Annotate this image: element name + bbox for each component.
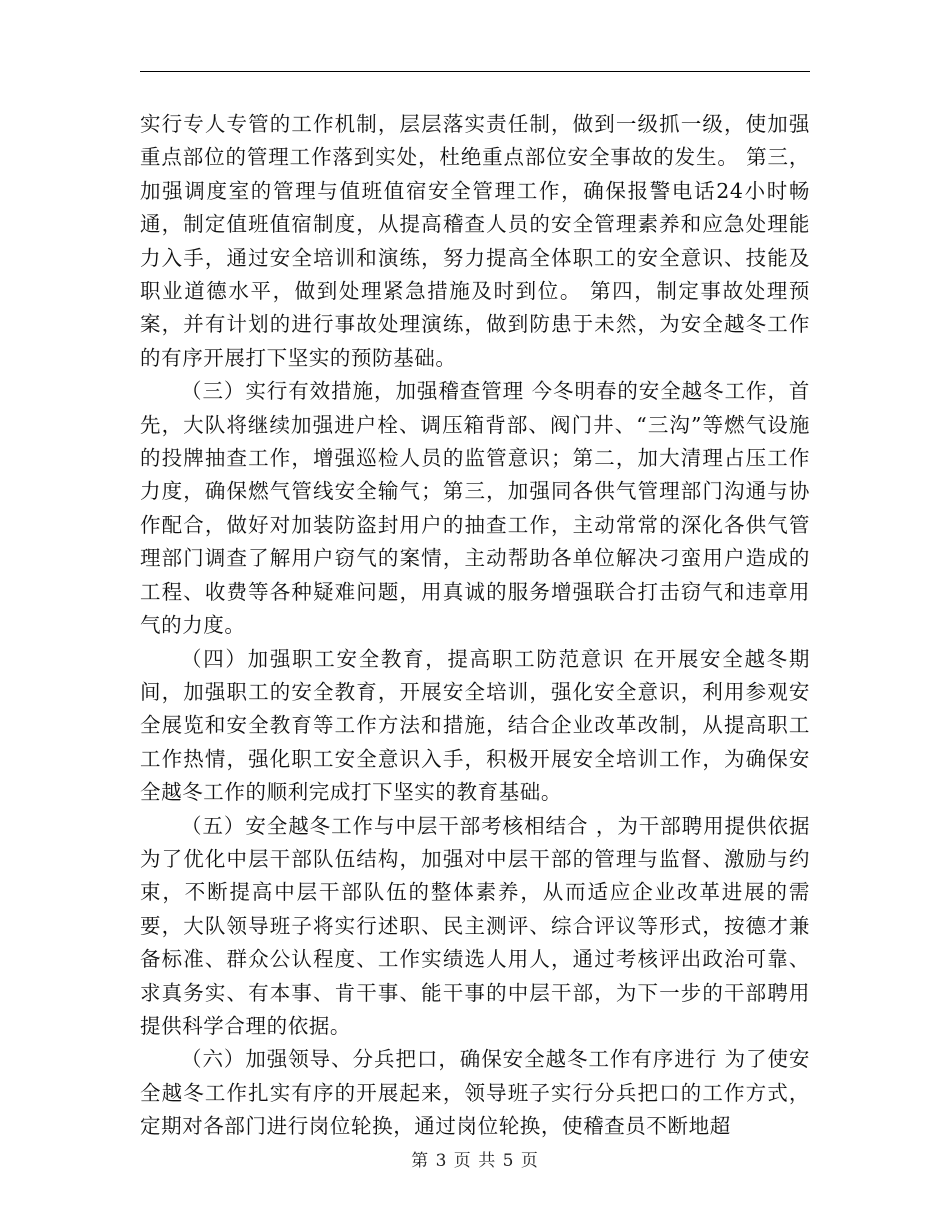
paragraph-section-5: （五）安全越冬工作与中层干部考核相结合 ，为干部聘用提供依据 为了优化中层干部队伍结构，加强对中层干部的管理与监督、激励与约束，不断提高中层干部队伍的整体素养，从而适应企业改革进展的需要，大队领导班子将实行述职、民主测评、综合评议等形式，按德才兼备标准、群众公认程度、工作实绩选人用人，通过考核评出政治可靠、求真务实、有本事、肯干事、能干事的中层干部，为下一步的干部聘用提供科学合理的依据。 (140, 813, 810, 1038)
paragraph-section-4: （四）加强职工安全教育，提高职工防范意识 在开展安全越冬期间，加强职工的安全教育，开展安全培训，强化安全意识，利用参观安全展览和安全教育等工作方法和措施，结合企业改革改制，从提高职工工作热情，强化职工安全意识入手，积极开展安全培训工作，为确保安全越冬工作的顺利完成打下坚实的教育基础。 (140, 646, 810, 805)
header-rule (140, 71, 810, 72)
paragraph-section-3: （三）实行有效措施，加强稽查管理 今冬明春的安全越冬工作，首先，大队将继续加强进户栓、调压箱背部、阀门井、“三沟”等燃气设施的投牌抽查工作，增强巡检人员的监管意识；第二，加大清理占压工作力度，确保燃气管线安全输气；第三，加强同各供气管理部门沟通与协作配合，做好对加装防盗封用户的抽查工作，主动常常的深化各供气管理部门调查了解用户窃气的案情，主动帮助各单位解决刁蛮用户造成的工程、收费等各种疑难问题，用真诚的服务增强联合打击窃气和违章用气的力度。 (140, 379, 810, 638)
paragraph-continuation: 实行专人专管的工作机制，层层落实责任制，做到一级抓一级，使加强重点部位的管理工作落到实处，杜绝重点部位安全事故的发生。 第三，加强调度室的管理与值班值宿安全管理工作，确保报警电话24小时畅通，制定值班值宿制度，从提高稽查人员的安全管理素养和应急处理能力入手，通过安全培训和演练，努力提高全体职工的安全意识、技能及职业道德水平，做到处理紧急措施及时到位。 第四，制定事故处理预案，并有计划的进行事故处理演练，做到防患于未然，为安全越冬工作的有序开展打下坚实的预防基础。 (140, 112, 810, 370)
paragraph-section-6: （六）加强领导、分兵把口，确保安全越冬工作有序进行 为了使安全越冬工作扎实有序的开展起来，领导班子实行分兵把口的工作方式，定期对各部门进行岗位轮换，通过岗位轮换，使稽查员不断地超 (140, 1047, 810, 1139)
page-footer: 第 3 页 共 5 页 (411, 1151, 539, 1171)
document-body (140, 108, 810, 1144)
